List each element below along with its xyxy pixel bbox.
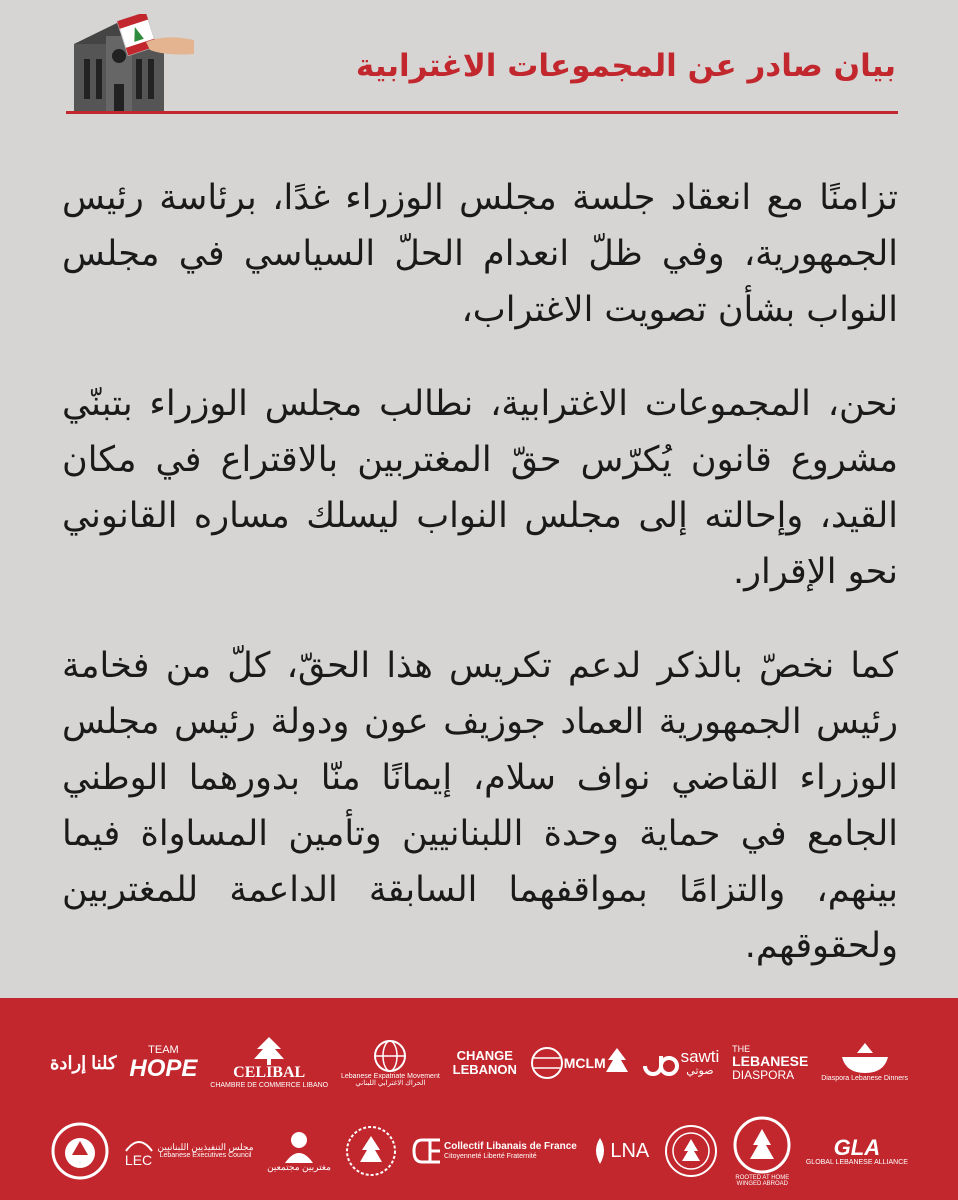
footer-logos: [0, 998, 958, 1200]
our-new-lebanon-logo: [50, 1121, 110, 1181]
church-ballot-icon: [66, 14, 196, 114]
mclm-logo: MCLM: [530, 1046, 628, 1080]
paragraph-3: كما نخصّ بالذكر لدعم تكريس هذا الحقّ، كلّ من فخامة رئيس الجمهورية العماد جوزيف عون ودولة رئيس مجلس الوزراء القاضي نواف سلام، إيمانًا منّا بدورهما الوطني الجامع في حماية وحدة اللبنانيين وتأمين المساواة فيما بينهم، والتزامًا بمواقفهما السابقة الداعمة للمغتربين ولحقوقهم.: [62, 646, 898, 966]
divider: [66, 111, 898, 114]
lebanese-diaspora-logo: THE LEBANESE DIASPORA: [732, 1043, 809, 1082]
arch-icon: [124, 1135, 154, 1153]
paragraph-2: نحن، المجموعات الاغترابية، نطالب مجلس الوزراء بتبنّي مشروع قانون يُكرّس حقّ المغتربين بالاقتراع في مكان القيد، وإحالته إلى مجلس النواب ليسلك مساره القانوني نحو الإقرار.: [62, 384, 898, 592]
header: [0, 0, 958, 120]
flame-icon: [590, 1136, 610, 1166]
sawti-logo: sawti صوتي: [641, 1048, 720, 1078]
rooted-seal-icon: [732, 1115, 792, 1175]
paragraph-1: تزامنًا مع انعقاد جلسة مجلس الوزراء غدًا، برئاسة رئيس الجمهورية، وفي ظلّ انعدام الحلّ السياسي في مجلس النواب بشأن تصويت الاغتراب،: [62, 178, 898, 330]
gla-logo: GLA GLOBAL LEBANESE ALLIANCE: [805, 1134, 908, 1166]
dinner-bowl-icon: [840, 1043, 890, 1075]
globe-icon: [530, 1046, 564, 1080]
cedar-icon: [606, 1048, 628, 1078]
rooted-at-home-logo: ROOTED AT HOME WINGED ABROAD: [732, 1115, 792, 1188]
logo-row-2: [50, 1116, 908, 1186]
sawti-mark-icon: [641, 1048, 681, 1078]
lec-logo: LEC مجلس التنفيذيين اللبنانيين Lebanese Executives Council: [124, 1135, 254, 1168]
change-lebanon-logo: CHANGE LEBANON: [452, 1048, 517, 1077]
person-silhouette-icon: [282, 1129, 316, 1163]
cedar-icon: [254, 1037, 284, 1065]
team-hope-logo: TEAM HOPE: [129, 1043, 198, 1083]
mughtaribin-mujtamiin-logo: مغتربين مجتمعين: [267, 1129, 331, 1172]
badge-icon: [50, 1121, 110, 1181]
kulluna-irada-logo: كلنا إرادة: [50, 1052, 117, 1073]
page-title: بيان صادر عن المجموعات الاغترابية: [355, 48, 896, 84]
council-seal-logo: [663, 1123, 719, 1179]
cedar-seal-logo: [344, 1124, 398, 1178]
lna-logo: LNA: [590, 1136, 649, 1166]
clf-mark-icon: [412, 1136, 444, 1166]
globe-icon: [373, 1039, 407, 1073]
celibal-logo: CELIBAL CHAMBRE DE COMMERCE LIBANO: [210, 1037, 328, 1089]
collectif-libanais-logo: Collectif Libanais de France Citoyenneté Liberté Fraternité: [412, 1136, 577, 1166]
seal-icon: [663, 1123, 719, 1179]
diaspora-dinners-logo: Diaspora Lebanese Dinners: [821, 1043, 908, 1082]
statement-body: [62, 170, 898, 1012]
logo-row-1: [50, 1028, 908, 1098]
seal-icon: [344, 1124, 398, 1178]
lebanese-expatriate-movement-logo: Lebanese Expatriate Movement الحراك الاغترابي اللبناني: [341, 1039, 440, 1088]
